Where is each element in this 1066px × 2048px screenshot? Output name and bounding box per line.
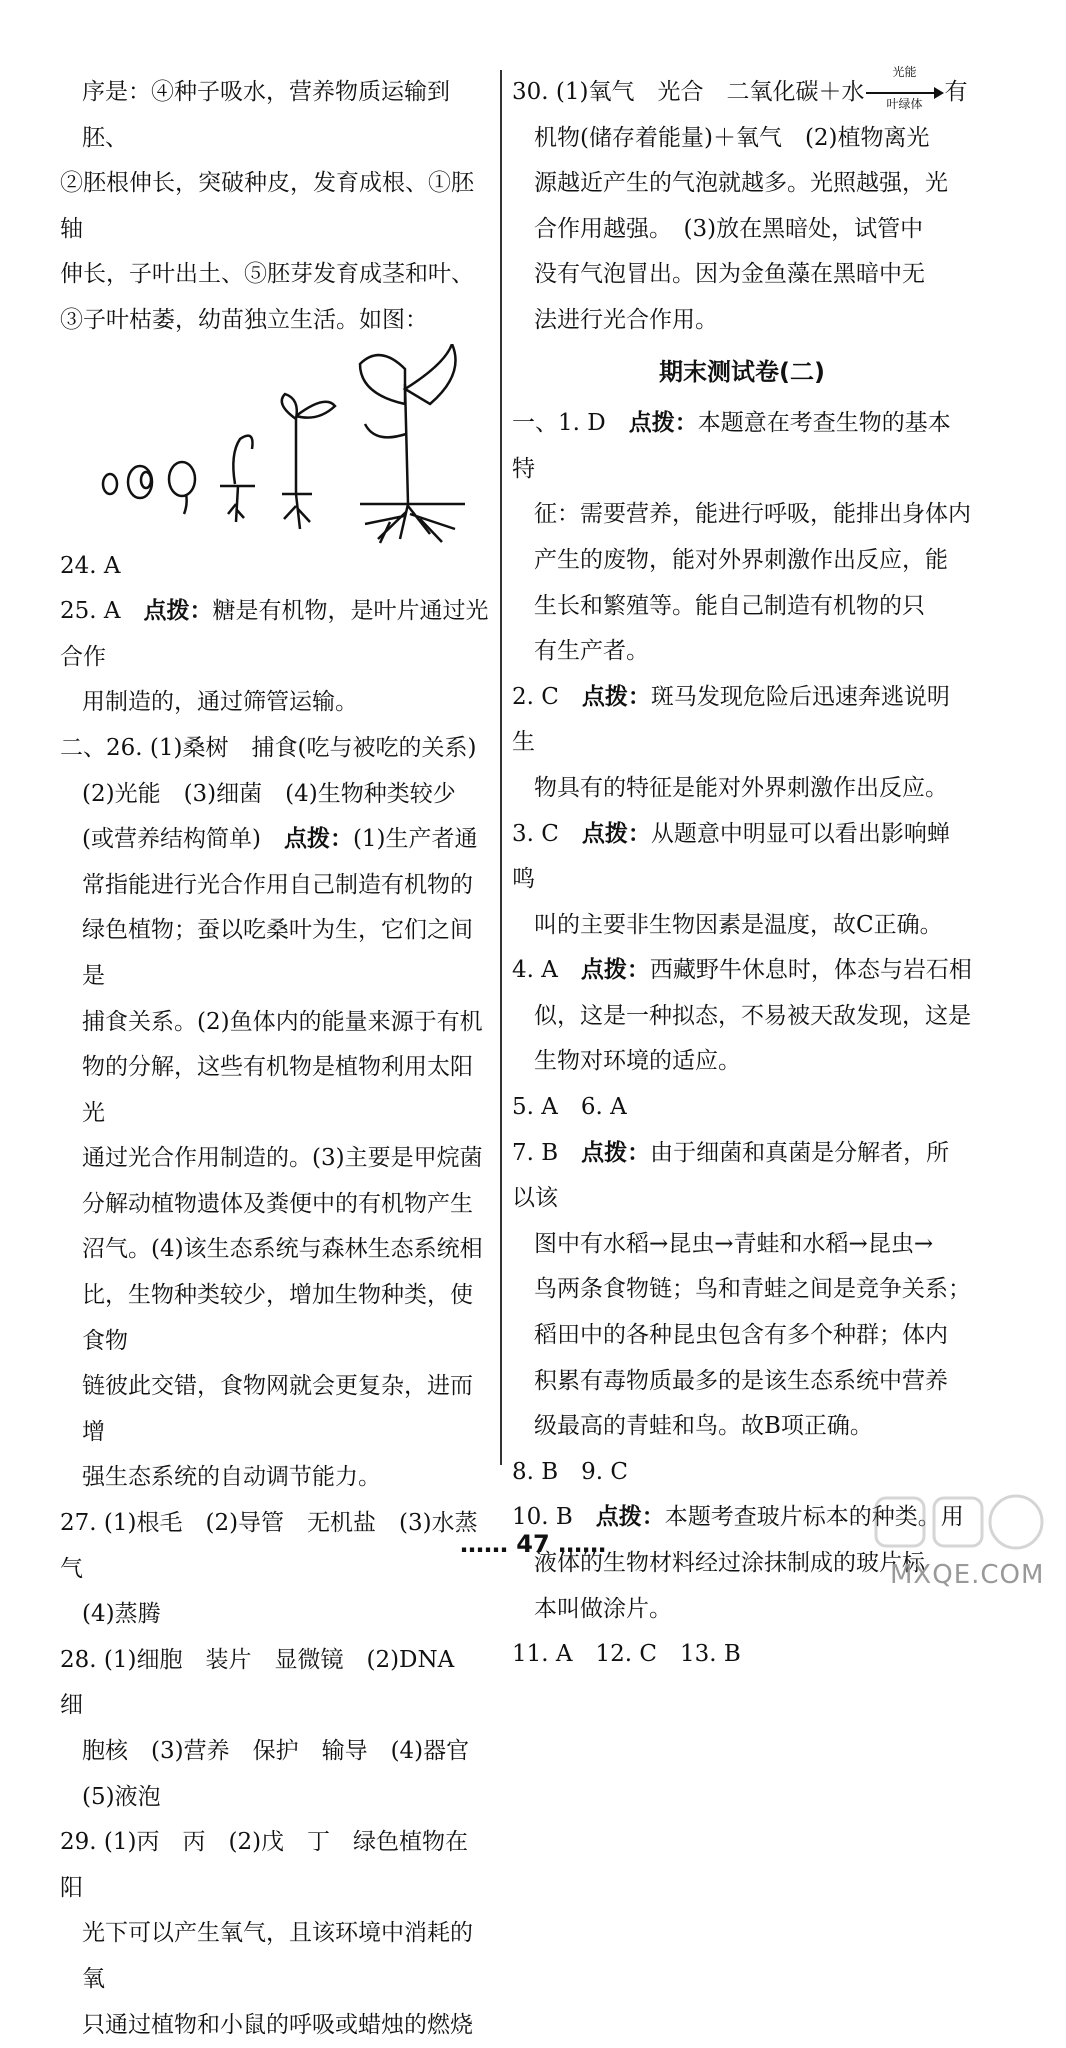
text-line: 稻田中的各种昆虫包含有多个种群；体内 (534, 1322, 948, 1349)
hint-text: 斑马发现危险后迅速奔逃说明生 (512, 683, 950, 756)
hint-text: 本题考查玻片标本的种类。用 (664, 1504, 964, 1531)
text-line: 本叫做涂片。 (534, 1595, 672, 1622)
text-line: 27. (1)根毛 (2)导管 无机盐 (3)水蒸气 (60, 1510, 478, 1582)
text-line: 鸟两条食物链；鸟和青蛙之间是竞争关系； (534, 1276, 971, 1303)
text-line: 机物(储存着能量)＋氧气 (2)植物离光 (534, 124, 930, 151)
hint-text: 糖是有机物，是叶片通过光合作 (60, 598, 489, 670)
answer-item (512, 1131, 972, 1450)
text-line: (5)液泡 (82, 1783, 161, 1810)
text-line: 分解动植物遗体及粪便中的有机物产生 (82, 1190, 473, 1217)
question-number: 3. C (512, 820, 582, 847)
footer-dots: …… (459, 1530, 508, 1558)
question-number: 5. A 6. A (512, 1094, 627, 1121)
text-line: 合作用越强。 (3)放在黑暗处，试管中 (534, 215, 924, 242)
arrow-bottom-label: 叶绿体 (886, 97, 923, 111)
hint-text: 本题意在考查生物的基本特 (512, 410, 951, 482)
text-line: 28. (1)细胞 装片 显微镜 (2)DNA 细 (60, 1646, 478, 1719)
answer-item (512, 675, 972, 812)
text-segment: 30. (1)氧气 光合 二氧化碳＋水 (512, 79, 865, 105)
text-line: 法进行光合作用。 (534, 306, 718, 333)
text-line: 胞核 (3)营养 保护 输导 (4)器官 (82, 1738, 470, 1764)
answer-item (512, 948, 972, 1085)
text-line: 图中有水稻→昆虫→青蛙和水稻→昆虫→ (534, 1230, 934, 1257)
question-number: 7. B (512, 1139, 582, 1166)
answer-24: 24. A (60, 552, 121, 579)
answer-item (512, 1450, 972, 1496)
text-line: 沼气。(4)该生态系统与森林生态系统相 (82, 1236, 483, 1263)
text-line: 比，生物种类较少，增加生物种类，使食物 (82, 1282, 473, 1354)
text-line: 通过光合作用制造的。(3)主要是甲烷菌 (82, 1145, 483, 1172)
hint-text: 西藏野牛休息时，体态与岩石相 (649, 957, 972, 984)
text-line: 产生的废物，能对外界刺激作出反应，能 (534, 546, 948, 573)
hint-label: 点拨： (581, 820, 651, 847)
seedling-illustration (60, 344, 490, 544)
text-line: 序是：④种子吸水，营养物质运输到胚、 (82, 79, 450, 151)
text-line: 常指能进行光合作用自己制造有机物的 (82, 871, 473, 898)
text-line: 物的分解，这些有机物是植物利用太阳光 (82, 1054, 473, 1126)
hint-text: 由于细菌和真菌是分解者，所以该 (512, 1139, 950, 1212)
answer-30 (512, 65, 972, 344)
text-line: 有生产者。 (534, 638, 649, 665)
hint-label: 点拨： (628, 410, 698, 437)
answer-item (512, 401, 972, 675)
left-column (60, 70, 490, 2048)
column-divider (500, 70, 502, 1465)
text-line: 叫的主要非生物因素是温度，故C正确。 (534, 911, 943, 938)
text-line: 绿色植物；蚕以吃桑叶为生，它们之间是 (82, 917, 473, 989)
text-line: 生长和繁殖等。能自己制造有机物的只 (534, 592, 925, 619)
hint-label: 点拨： (581, 1139, 651, 1166)
hint-text: 从题意中明显可以看出影响蝉鸣 (512, 820, 950, 893)
footer-dots: …… (558, 1530, 607, 1558)
answer-26 (60, 726, 490, 1501)
germination-sequence (60, 70, 490, 344)
text-line: ③子叶枯萎，幼苗独立生活。如图： (60, 306, 428, 333)
text-line: 征：需要营养，能进行呼吸，能排出身体内 (534, 501, 971, 528)
text-segment: 有 (944, 79, 968, 105)
right-column (512, 65, 972, 1678)
seedling-growth-figure (60, 344, 490, 544)
text-line: 物具有的特征是能对外界刺激作出反应。 (534, 774, 948, 801)
arrow-line (866, 92, 938, 94)
hint-label: 点拨： (580, 957, 650, 984)
answer-25 (60, 589, 490, 726)
hint-label: 点拨： (143, 598, 213, 625)
text-line: 链彼此交错，食物网就会更复杂，进而增 (82, 1373, 473, 1445)
answer-item (512, 812, 972, 949)
question-number: 11. A 12. C 13. B (512, 1641, 741, 1668)
text-segment: (1)生产者通 (352, 826, 478, 853)
question-number: 25. A (60, 598, 121, 625)
text-line: 用制造的，通过筛管运输。 (82, 689, 358, 716)
hint-label: 点拨： (581, 683, 651, 710)
text-line: 29. (1)丙 丙 (2)戊 丁 绿色植物在阳 (60, 1829, 469, 1901)
section-title: 期末测试卷(二) (659, 357, 825, 386)
text-line: 级最高的青蛙和鸟。故B项正确。 (534, 1413, 873, 1440)
text-line: 捕食关系。(2)鱼体内的能量来源于有机 (82, 1008, 483, 1035)
hint-label: 点拨： (595, 1504, 665, 1531)
text-line: 没有气泡冒出。因为金鱼藻在黑暗中无 (534, 261, 925, 288)
text-line: 二、26. (1)桑树 捕食(吃与被吃的关系) (60, 734, 477, 761)
arrow-top-label: 光能 (892, 65, 917, 79)
question-number: 4. A (512, 957, 581, 984)
text-line: 伸长，子叶出土、⑤胚芽发育成茎和叶、 (60, 261, 474, 288)
hint-label: 点拨： (283, 826, 353, 853)
text-line: (4)蒸腾 (82, 1601, 161, 1628)
answer-item (512, 1085, 972, 1131)
answer-28 (60, 1638, 490, 1820)
text-line: 似，这是一种拟态，不易被天敌发现，这是 (534, 1002, 971, 1029)
text-line: 光下可以产生氧气，且该环境中消耗的氧 (82, 1920, 473, 1992)
page-number: 47 (516, 1530, 550, 1558)
watermark-text: MXQE.COM (890, 1560, 1045, 1590)
text-line: (2)光能 (3)细菌 (4)生物种类较少 (82, 780, 456, 807)
text-segment: (或营养结构简单) (82, 826, 284, 853)
answer-item (512, 1632, 972, 1678)
text-line: 积累有毒物质最多的是该生态系统中营养 (534, 1367, 948, 1394)
question-number: 2. C (512, 683, 582, 710)
text-line: ②胚根伸长，突破种皮，发育成根、①胚轴 (60, 170, 474, 242)
answer-29 (60, 1820, 490, 2048)
text-line: 液体的生物材料经过涂抹制成的玻片标 (534, 1550, 925, 1576)
question-number: 10. B (512, 1504, 596, 1531)
reaction-arrow (864, 65, 944, 111)
text-line: 只通过植物和小鼠的呼吸或蜡烛的燃烧 (82, 2011, 473, 2038)
answer-27 (60, 1501, 490, 1638)
question-number: 8. B 9. C (512, 1458, 629, 1485)
answer-list (512, 401, 972, 1678)
text-line: 强生态系统的自动调节能力。 (82, 1464, 381, 1491)
text-line: 生物对环境的适应。 (534, 1048, 741, 1075)
text-line: 源越近产生的气泡就越多。光照越强，光 (534, 170, 948, 197)
question-number: 一、1. D (512, 410, 629, 437)
